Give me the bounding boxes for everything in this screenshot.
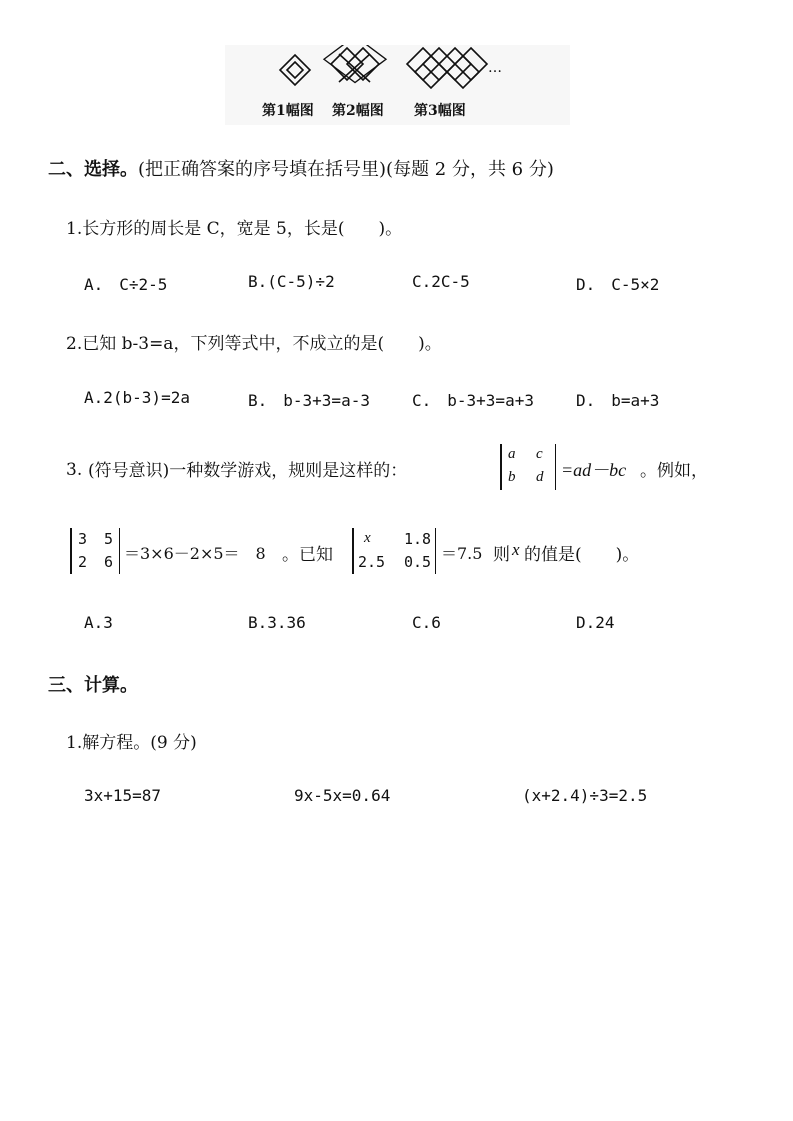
q3-stem-b: 。例如， xyxy=(640,461,708,481)
example-cell-1: 3 xyxy=(78,530,88,548)
rule-cell-c: c xyxy=(536,446,543,462)
q2-option-a[interactable]: A.2(b-3)=2a xyxy=(84,388,190,407)
q1-option-b[interactable]: B.(C-5)÷2 xyxy=(248,272,335,291)
question-2-stem: 2.已知 b-3=a，下列等式中，不成立的是( )。 xyxy=(66,334,442,354)
equation-3[interactable]: (x+2.4)÷3=2.5 xyxy=(522,786,648,805)
equation-1[interactable]: 3x+15=87 xyxy=(84,786,162,805)
example-cell-4: 6 xyxy=(104,553,114,571)
q3-option-c[interactable]: C.6 xyxy=(412,613,441,632)
q3-option-a[interactable]: A.3 xyxy=(84,613,113,632)
rule-result: =ad－bc xyxy=(561,460,627,480)
given-cell-2-5: 2.5 xyxy=(358,553,386,571)
example-cell-3: 2 xyxy=(78,553,88,571)
section-2-instructions: (把正确答案的序号填在括号里)(每题 2 分，共 6 分) xyxy=(138,159,554,180)
q1-option-c[interactable]: C.2C-5 xyxy=(412,272,470,291)
q1-option-d[interactable]: D. C-5×2 xyxy=(576,275,660,294)
example-cell-2: 5 xyxy=(104,530,114,548)
q2-option-d[interactable]: D. b=a+3 xyxy=(576,391,660,410)
determinant-right-bar xyxy=(435,528,437,574)
q3-stem-c: 。已知 xyxy=(282,545,333,565)
figure-label-2: 第2幅图 xyxy=(332,103,384,119)
q3-stem-a: (符号意识)一种数学游戏，规则是这样的： xyxy=(88,461,408,481)
q2-option-c[interactable]: C. b-3+3=a+3 xyxy=(412,391,534,410)
figure-label-1: 第1幅图 xyxy=(262,103,314,119)
section-3-heading: 三、计算。 xyxy=(48,675,138,696)
q3-variable-x: x xyxy=(512,540,520,559)
q3-option-d[interactable]: D.24 xyxy=(576,613,615,632)
figure-ellipsis: … xyxy=(488,60,502,76)
q3-option-b[interactable]: B.3.36 xyxy=(248,613,306,632)
q3-number: 3. xyxy=(66,460,83,480)
given-determinant xyxy=(350,528,438,574)
determinant-left-bar xyxy=(500,444,502,490)
example-result: ＝3×6－2×5＝ 8 xyxy=(124,544,266,563)
rule-cell-d: d xyxy=(536,469,544,485)
figure-label-3: 第3幅图 xyxy=(414,103,466,119)
rule-determinant xyxy=(498,444,558,490)
q2-option-b[interactable]: B. b-3+3=a-3 xyxy=(248,391,370,410)
rule-cell-b: b xyxy=(508,469,516,485)
given-result: ＝7.5 xyxy=(441,544,483,563)
section-3-question-1-stem: 1.解方程。(9 分) xyxy=(66,733,197,753)
determinant-left-bar xyxy=(70,528,72,574)
rule-cell-a: a xyxy=(508,446,516,462)
determinant-right-bar xyxy=(119,528,121,574)
determinant-left-bar xyxy=(352,528,354,574)
section-2-heading-line xyxy=(48,155,554,181)
example-determinant xyxy=(68,528,122,574)
question-1-stem: 1.长方形的周长是 C，宽是 5，长是( )。 xyxy=(66,219,403,239)
given-cell-x: x xyxy=(364,530,371,546)
given-cell-0-5: 0.5 xyxy=(404,553,432,571)
q3-stem-e: 的值是( )。 xyxy=(524,545,640,565)
equation-2[interactable]: 9x-5x=0.64 xyxy=(294,786,391,805)
q3-stem-d: 则 xyxy=(493,545,510,565)
section-2-heading: 二、选择。 xyxy=(48,159,138,180)
q1-option-a[interactable]: A. C÷2-5 xyxy=(84,275,168,294)
determinant-right-bar xyxy=(555,444,557,490)
given-cell-1-8: 1.8 xyxy=(404,530,432,548)
